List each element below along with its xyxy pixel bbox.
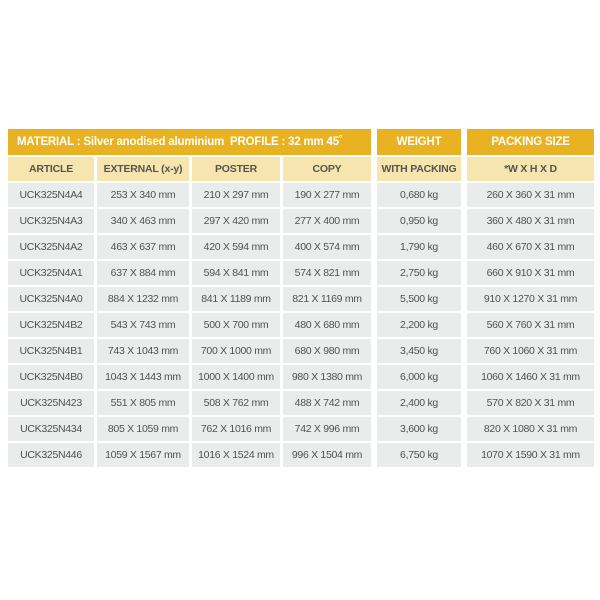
copy-cell: 190 X 277 mm — [283, 183, 371, 207]
weight-cell: 5,500 kg — [377, 287, 461, 311]
copy-cell: 400 X 574 mm — [283, 235, 371, 259]
copy-cell: 980 X 1380 mm — [283, 365, 371, 389]
article-cell: UCK325N423 — [8, 391, 94, 415]
weight-cell: 0,950 kg — [377, 209, 461, 233]
article-cell: UCK325N4A0 — [8, 287, 94, 311]
poster-cell: 1016 X 1524 mm — [192, 443, 280, 467]
weight-cell: 6,000 kg — [377, 365, 461, 389]
article-cell: UCK325N4B1 — [8, 339, 94, 363]
weight-cell: 6,750 kg — [377, 443, 461, 467]
copy-cell: 742 X 996 mm — [283, 417, 371, 441]
external-cell: 463 X 637 mm — [97, 235, 189, 259]
packing-size-cell: 460 X 670 X 31 mm — [467, 235, 594, 259]
article-cell: UCK325N4A4 — [8, 183, 94, 207]
article-cell: UCK325N4A1 — [8, 261, 94, 285]
material-profile-header — [8, 129, 371, 155]
poster-cell: 500 X 700 mm — [192, 313, 280, 337]
packing-table — [467, 129, 594, 467]
packing-size-cell: 570 X 820 X 31 mm — [467, 391, 594, 415]
article-cell: UCK325N4B0 — [8, 365, 94, 389]
packing-size-cell: 760 X 1060 X 31 mm — [467, 339, 594, 363]
external-cell: 1059 X 1567 mm — [97, 443, 189, 467]
copy-cell: 277 X 400 mm — [283, 209, 371, 233]
weight-cell: 0,680 kg — [377, 183, 461, 207]
poster-cell: 1000 X 1400 mm — [192, 365, 280, 389]
weight-cell: 3,600 kg — [377, 417, 461, 441]
copy-cell: 996 X 1504 mm — [283, 443, 371, 467]
packing-size-cell: 1060 X 1460 X 31 mm — [467, 365, 594, 389]
packing-size-header: PACKING SIZE — [467, 129, 594, 155]
column-header-copy: COPY — [283, 157, 371, 181]
poster-cell: 508 X 762 mm — [192, 391, 280, 415]
external-cell: 743 X 1043 mm — [97, 339, 189, 363]
copy-cell: 821 X 1169 mm — [283, 287, 371, 311]
degree-symbol: ° — [338, 134, 342, 143]
poster-cell: 841 X 1189 mm — [192, 287, 280, 311]
dimensions-table — [8, 129, 371, 467]
poster-cell: 700 X 1000 mm — [192, 339, 280, 363]
poster-cell: 762 X 1016 mm — [192, 417, 280, 441]
column-header-poster: POSTER — [192, 157, 280, 181]
article-cell: UCK325N4A3 — [8, 209, 94, 233]
weight-cell: 2,750 kg — [377, 261, 461, 285]
article-cell: UCK325N446 — [8, 443, 94, 467]
poster-cell: 210 X 297 mm — [192, 183, 280, 207]
external-cell: 884 X 1232 mm — [97, 287, 189, 311]
external-cell: 543 X 743 mm — [97, 313, 189, 337]
external-cell: 340 X 463 mm — [97, 209, 189, 233]
copy-cell: 574 X 821 mm — [283, 261, 371, 285]
packing-size-cell: 820 X 1080 X 31 mm — [467, 417, 594, 441]
copy-cell: 488 X 742 mm — [283, 391, 371, 415]
product-spec-sheet — [8, 129, 594, 467]
column-header-external: EXTERNAL (x-y) — [97, 157, 189, 181]
article-cell: UCK325N434 — [8, 417, 94, 441]
poster-cell: 420 X 594 mm — [192, 235, 280, 259]
poster-cell: 297 X 420 mm — [192, 209, 280, 233]
material-profile-text: MATERIAL : Silver anodised aluminium PROFILE : 32 mm 45 — [17, 136, 339, 148]
packing-size-cell: 660 X 910 X 31 mm — [467, 261, 594, 285]
with-packing-subheader: WITH PACKING — [377, 157, 461, 181]
poster-cell: 594 X 841 mm — [192, 261, 280, 285]
copy-cell: 680 X 980 mm — [283, 339, 371, 363]
weight-table — [377, 129, 461, 467]
packing-size-cell: 560 X 760 X 31 mm — [467, 313, 594, 337]
weight-cell: 1,790 kg — [377, 235, 461, 259]
whd-subheader: *W X H X D — [467, 157, 594, 181]
article-cell: UCK325N4A2 — [8, 235, 94, 259]
packing-size-cell: 910 X 1270 X 31 mm — [467, 287, 594, 311]
external-cell: 805 X 1059 mm — [97, 417, 189, 441]
article-cell: UCK325N4B2 — [8, 313, 94, 337]
weight-cell: 2,200 kg — [377, 313, 461, 337]
packing-size-cell: 260 X 360 X 31 mm — [467, 183, 594, 207]
copy-cell: 480 X 680 mm — [283, 313, 371, 337]
packing-size-cell: 1070 X 1590 X 31 mm — [467, 443, 594, 467]
weight-cell: 3,450 kg — [377, 339, 461, 363]
weight-cell: 2,400 kg — [377, 391, 461, 415]
external-cell: 1043 X 1443 mm — [97, 365, 189, 389]
external-cell: 637 X 884 mm — [97, 261, 189, 285]
packing-size-cell: 360 X 480 X 31 mm — [467, 209, 594, 233]
weight-header: WEIGHT — [377, 129, 461, 155]
column-header-article: ARTICLE — [8, 157, 94, 181]
external-cell: 253 X 340 mm — [97, 183, 189, 207]
external-cell: 551 X 805 mm — [97, 391, 189, 415]
